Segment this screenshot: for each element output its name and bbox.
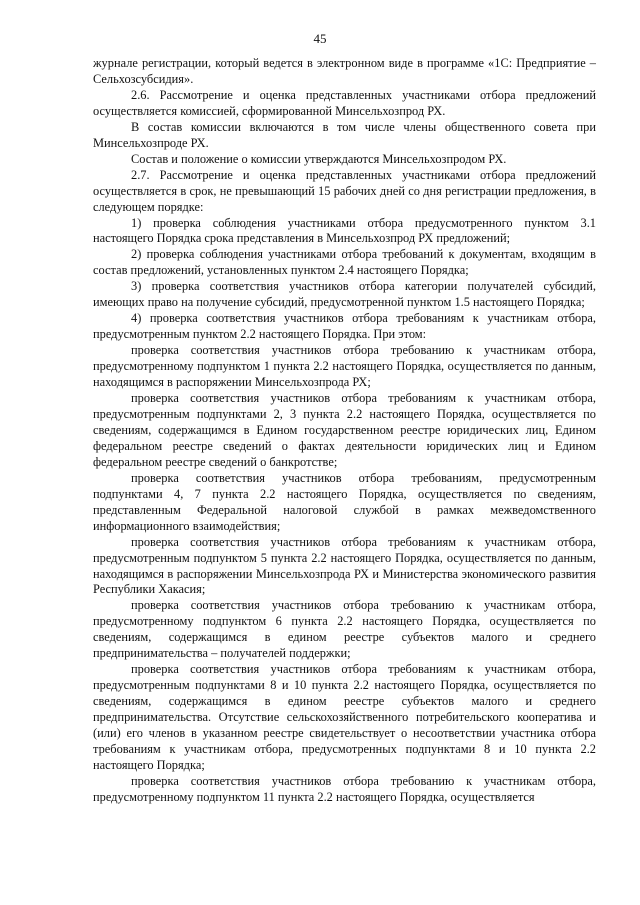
paragraph: В состав комиссии включаются в том числе члены общественного совета при Минсельхозпроде РХ. [93,119,596,150]
paragraph: проверка соответствия участников отбора требованию к участникам отбора, предусмотренному подпунктом 1 пункта 2.2 настоящего Порядка, осуществляется по данным, находящимся в распоряжении Минсельхозпрода РХ; [93,343,596,390]
paragraph: проверка соответствия участников отбора требованию к участникам отбора, предусмотренному подпунктом 6 пункта 2.2 настоящего Порядка, осуществляется по сведениям, содержащимся в едином реестре субъектов малого и среднего предпринимательства – получателей поддержки; [93,598,596,661]
paragraph: 2.7. Рассмотрение и оценка представленных участниками отбора предложений осуществляется в срок, не превышающий 15 рабочих дней со дня регистрации предложения, в следующем порядке: [93,167,596,214]
paragraph: журнале регистрации, который ведется в электронном виде в программе «1С: Предприятие – Сельхозсубсидия». [93,56,596,86]
paragraph: 2) проверка соблюдения участниками отбора требований к документам, входящим в состав предложений, установленных пунктом 2.4 настоящего Порядка; [93,247,596,278]
paragraph: проверка соответствия участников отбора требованию к участникам отбора, предусмотренному подпунктом 11 пункта 2.2 настоящего Порядка, осуществляется [93,773,596,804]
paragraph: проверка соответствия участников отбора требованиям, предусмотренным подпунктами 4, 7 пункта 2.2 настоящего Порядка, осуществляется по сведениям, представленным Федеральной налоговой службой в рамках межведомственного информационного взаимодействия; [93,470,596,533]
paragraph: 2.6. Рассмотрение и оценка представленных участниками отбора предложений осуществляется комиссией, сформированной Минсельхозпрод РХ. [93,87,596,118]
page-number: 45 [313,31,327,46]
paragraph: проверка соответствия участников отбора требованиям к участникам отбора, предусмотренным подпунктом 5 пункта 2.2 настоящего Порядка, осуществляется по данным, находящимся в распоряжении Минсельхозпрода РХ и Министерства экономического развития Республики Хакасия; [93,534,596,597]
paragraph: проверка соответствия участников отбора требованиям к участникам отбора, предусмотренным подпунктами 2, 3 пункта 2.2 настоящего Порядка, осуществляется по сведениям, содержащимся в Едином государственном реестре юридических лиц, Едином федеральном реестре сведений о фактах деятельности юридических лиц и Едином федеральном реестре сведений о банкротстве; [93,391,596,469]
document-body [93,56,596,806]
paragraph: проверка соответствия участников отбора требованиям к участникам отбора, предусмотренным подпунктами 8 и 10 пункта 2.2 настоящего Порядка, осуществляется по сведениям, содержащимся в едином реестре субъектов малого и среднего предпринимательства. Отсутствие сельскохозяйственного потребительского кооператива и (или) его членов в указанном реестре свидетельствует о несоответствии участника отбора требованиям к участникам отбора, предусмотренных подпунктами 8 и 10 пункта 2.2 настоящего Порядка; [93,662,596,772]
paragraph: 4) проверка соответствия участников отбора требованиям к участникам отбора, предусмотренным пунктом 2.2 настоящего Порядка. При этом: [93,311,596,342]
paragraph: 1) проверка соблюдения участниками отбора предусмотренного пунктом 3.1 настоящего Порядка срока представления в Минсельхозпрод РХ предложений; [93,215,596,246]
paragraph: 3) проверка соответствия участников отбора категории получателей субсидий, имеющих право на получение субсидий, предусмотренной пунктом 1.5 настоящего Порядка; [93,279,596,310]
paragraph: Состав и положение о комиссии утверждаются Минсельхозпродом РХ. [131,151,507,166]
